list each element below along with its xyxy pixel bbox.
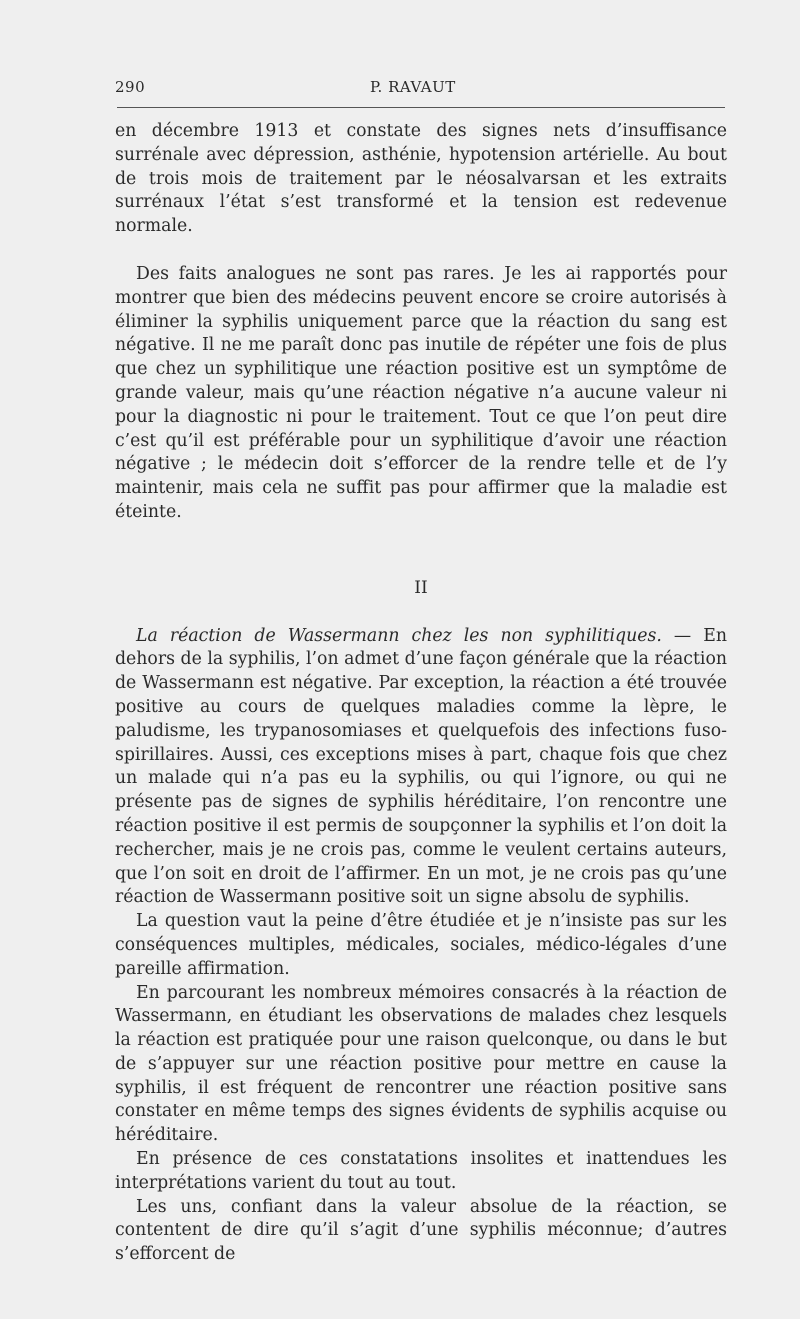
paragraph-continuation: en décembre 1913 et constate des signes nets d’insuffisance surrénale avec dépression, asthénie, hypotension artérielle. Au bout de trois mois de traitement par le néosalvarsan et les extraits surrénaux l’état s’est transformé et la tension est redevenue normale. [115,121,727,237]
paragraph: Des faits analogues ne sont pas rares. Je les ai rapportés pour montrer que bien des médecins peuvent encore se croire autorisés à éliminer la syphilis uniquement parce que la réaction du sang est négative. Il ne me paraît donc pas inutile de répéter une fois de plus que chez un syphilitique une réaction positive est un symptôme de grande valeur, mais qu’une réaction négative n’a aucune valeur ni pour la diagnostic ni pour le traitement. Tout ce que l’on peut dire c’est qu’il est préférable pour un syphilitique d’avoir une réaction négative ; le médecin doit s’efforcer de la rendre telle et de l’y maintenir, mais cela ne suffit pas pour affirmer que la maladie est éteinte. [115,263,727,522]
page-number: 290 [115,78,146,96]
running-head: P. RAVAUT [370,78,456,96]
paragraph-text: — En dehors de la syphilis, l’on admet d’une façon générale que la réaction de Wassermann est négative. Par exception, la réaction a été trouvée positive au cours de quelques maladies comme la lèpre, le paludisme, les trypanosomiases et quelquefois des infections fuso-spirillaires. Aussi, ces exceptions mises à part, chaque fois que chez un malade qui n’a pas eu la syphilis, ou qui l’ignore, ou qui ne présente pas de signes de syphilis héréditaire, l’on rencontre une réaction positive il est permis de soupçonner la syphilis et l’on doit la rechercher, mais je ne crois pas, comme le veulent certains auteurs, que l’on soit en droit de l’affirmer. En un mot, je ne crois pas qu’une réaction de Wassermann positive soit un signe absolu de syphilis. [115,625,727,908]
header-rule [117,107,725,108]
paragraph: Les uns, confiant dans la valeur absolue de la réaction, se contentent de dire qu’il s’agit d’une syphilis méconnue; d’autres s’efforcent de [115,1196,727,1265]
paragraph: En présence de ces constatations insolites et inattendues les interprétations varient du tout au tout. [115,1149,727,1193]
body-text [115,120,727,1267]
paragraph: En parcourant les nombreux mémoires consacrés à la réaction de Wassermann, en étudiant les observations de malades chez lesquels la réaction est pratiquée pour une raison quelconque, ou dans le but de s’appuyer sur une réaction positive pour mettre en cause la syphilis, il est fréquent de rencontrer une réaction positive sans constater en même temps des signes évidents de syphilis acquise ou héréditaire. [115,982,727,1146]
paragraph: La question vaut la peine d’être étudiée et je n’insiste pas sur les conséquences multiples, médicales, sociales, médico-légales d’une pareille affirmation. [115,911,727,979]
page-header [115,78,725,98]
section-title: La réaction de Wassermann chez les non syphilitiques. [136,625,662,646]
section-number: II [414,577,428,598]
paragraph [115,625,727,911]
